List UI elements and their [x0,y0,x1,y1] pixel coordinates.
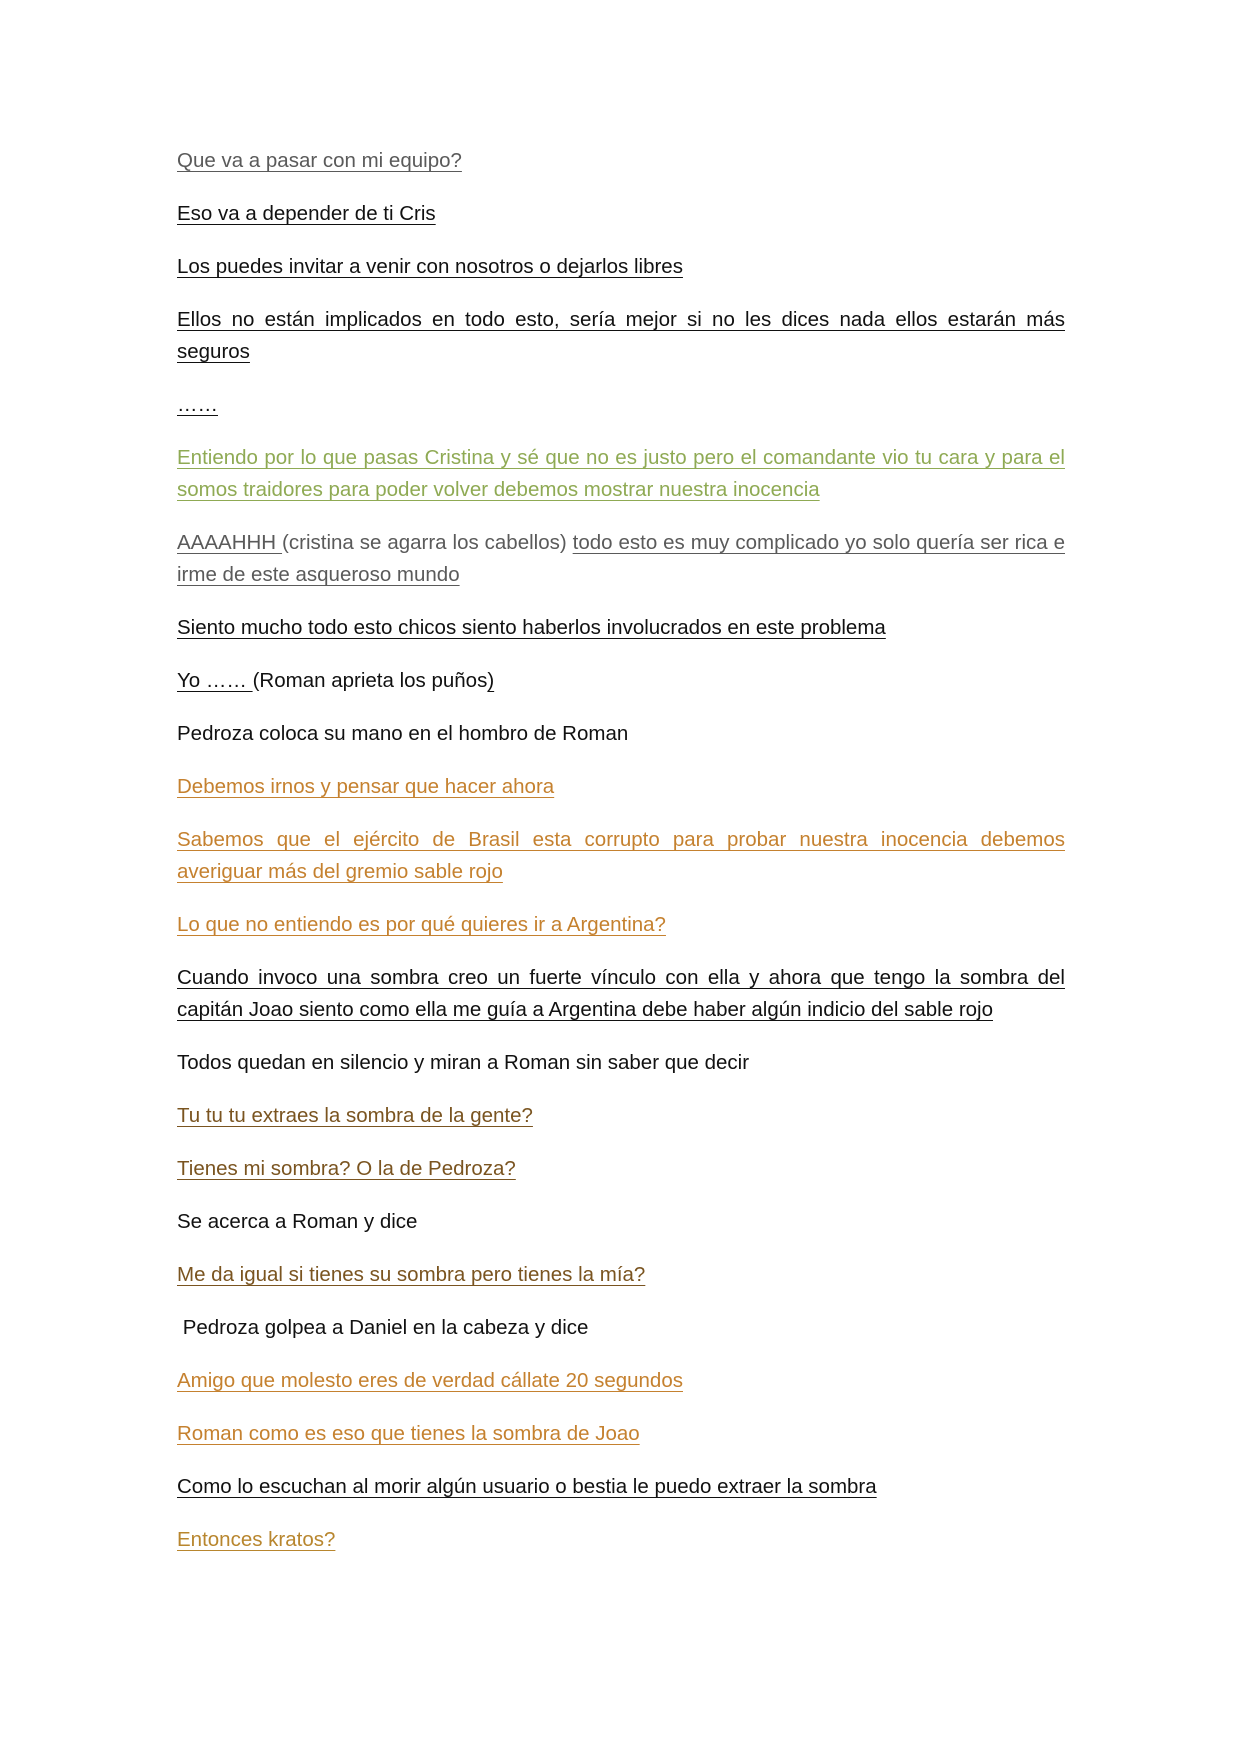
narration-line: Pedroza golpea a Daniel en la cabeza y dice [177,1316,589,1339]
dialogue-line: AAAAHHH [177,531,283,554]
paragraph-23 [177,1471,1065,1503]
paragraph-5 [177,389,1065,421]
paragraph-13 [177,909,1065,941]
paragraph-7 [177,527,1065,591]
dialogue-line: Tienes mi sombra? O la de Pedroza? [177,1157,516,1180]
paragraph-22 [177,1418,1065,1450]
dialogue-line: Siento mucho todo esto chicos siento haberlos involucrados en este problema [177,616,886,639]
dialogue-line: Cuando invoco una sombra creo un fuerte vínculo con ella y ahora que tengo la sombra del capitán Joao siento como ella me guía a Argentina debe haber algún indicio del sable rojo [177,966,1065,1021]
paragraph-19 [177,1259,1065,1291]
paragraph-18 [177,1206,1065,1238]
paragraph-24 [177,1524,1065,1556]
paragraph-8 [177,612,1065,644]
dialogue-line: Los puedes invitar a venir con nosotros o dejarlos libres [177,255,683,278]
paragraph-4 [177,304,1065,368]
paragraph-15 [177,1047,1065,1079]
dialogue-line: Lo que no entiendo es por qué quieres ir a Argentina? [177,913,666,936]
paragraph-12 [177,824,1065,888]
paragraph-6 [177,442,1065,506]
dialogue-line: Entonces kratos? [177,1528,336,1551]
paragraph-14 [177,962,1065,1026]
closing-parenthesis: ) [487,669,495,692]
document-body [177,145,1065,1577]
dialogue-line: Amigo que molesto eres de verdad cállate 20 segundos [177,1369,683,1392]
dialogue-line: Eso va a depender de ti Cris [177,202,436,225]
paragraph-17 [177,1153,1065,1185]
narration-line: Todos quedan en silencio y miran a Roman sin saber que decir [177,1051,750,1074]
paragraph-2 [177,198,1065,230]
dialogue-line: Entiendo por lo que pasas Cristina y sé que no es justo pero el comandante vio tu cara y para el somos traidores para poder volver debemos mostrar nuestra inocencia [177,446,1065,501]
dialogue-line: Que va a pasar con mi equipo? [177,149,462,172]
paragraph-20 [177,1312,1065,1344]
stage-direction: (cristina se agarra los cabellos) [282,531,573,554]
ellipsis-line: …… [177,393,218,416]
stage-direction: (Roman aprieta los puños [252,669,488,692]
paragraph-21 [177,1365,1065,1397]
paragraph-9 [177,665,1065,697]
dialogue-line: Tu tu tu extraes la sombra de la gente? [177,1104,533,1127]
dialogue-line: Debemos irnos y pensar que hacer ahora [177,775,555,798]
dialogue-line: Como lo escuchan al morir algún usuario o bestia le puedo extraer la sombra [177,1475,877,1498]
paragraph-1 [177,145,1065,177]
narration-line: Se acerca a Roman y dice [177,1210,418,1233]
dialogue-line: Ellos no están implicados en todo esto, sería mejor si no les dices nada ellos estarán más seguros [177,308,1065,363]
dialogue-line: todo esto es muy complicado yo solo quería ser rica e irme de este asqueroso mundo [177,531,1065,586]
dialogue-line: Sabemos que el ejército de Brasil esta corrupto para probar nuestra inocencia debemos averiguar más del gremio sable rojo [177,828,1065,883]
paragraph-11 [177,771,1065,803]
narration-line: Pedroza coloca su mano en el hombro de Roman [177,722,629,745]
paragraph-10 [177,718,1065,750]
dialogue-line: Yo …… [177,669,253,692]
paragraph-16 [177,1100,1065,1132]
dialogue-line: Me da igual si tienes su sombra pero tienes la mía? [177,1263,646,1286]
paragraph-3 [177,251,1065,283]
dialogue-line: Roman como es eso que tienes la sombra de Joao [177,1422,640,1445]
